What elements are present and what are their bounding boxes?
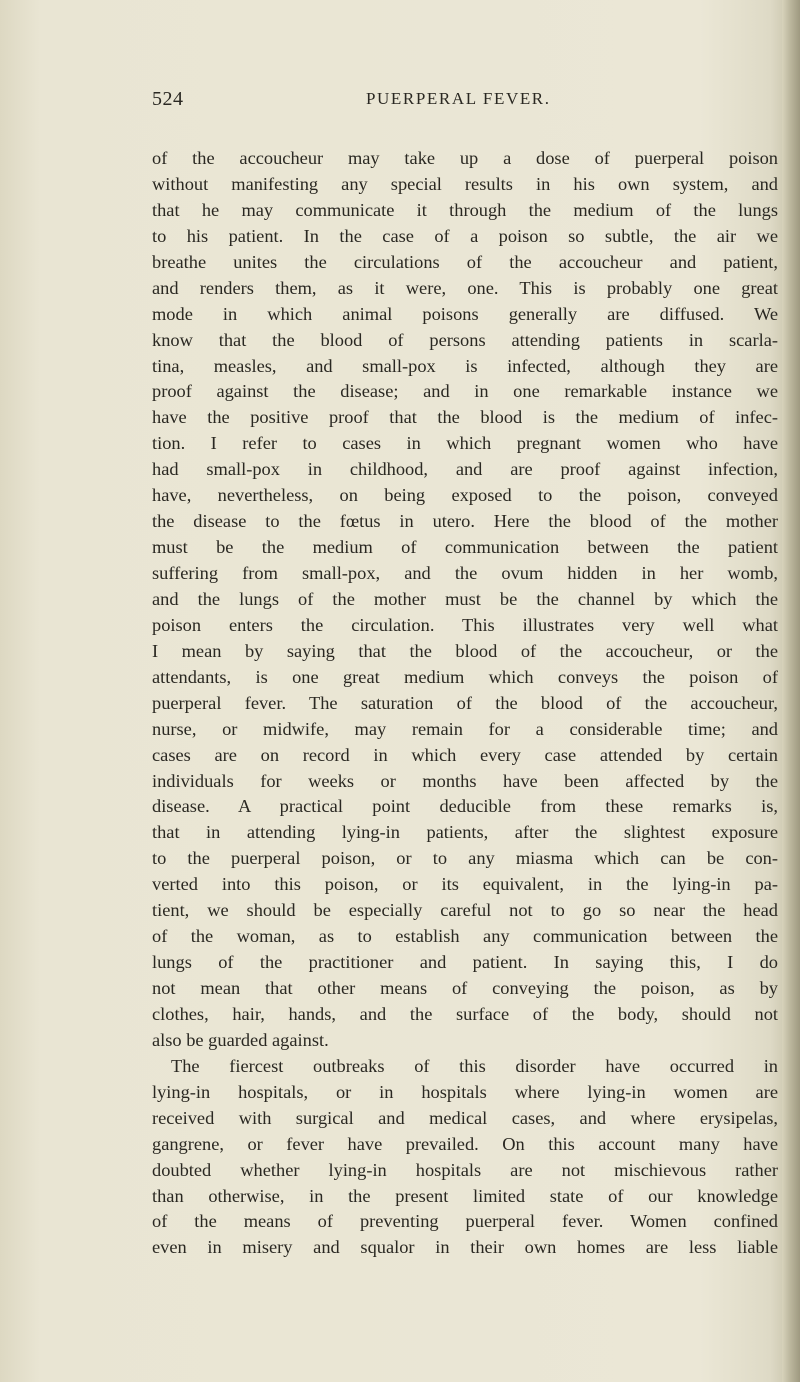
text-line: suffering from small-pox, and the ovum hidden in her womb, <box>152 563 778 583</box>
text-line: lungs of the practitioner and patient. In saying this, I do <box>152 952 778 973</box>
text-line: to the puerperal poison, or to any miasma which can be con- <box>152 848 778 869</box>
text-line: also be guarded against. <box>152 1029 329 1050</box>
text-line: and the lungs of the mother must be the channel by which the <box>152 588 778 609</box>
text-line: The fiercest outbreaks of this disorder have occurred in <box>171 1055 778 1076</box>
text-line: without manifesting any special results in his own system, and <box>152 173 778 194</box>
text-line: to his patient. In the case of a poison so subtle, the air we <box>152 225 778 246</box>
text-line: tient, we should be especially careful not to go so near the head <box>152 900 778 921</box>
text-line: poison enters the circulation. This illustrates very well what <box>152 614 778 635</box>
text-line: that in attending lying-in patients, after the slightest exposure <box>152 822 778 843</box>
text-line: breathe unites the circulations of the accoucheur and patient, <box>152 251 778 272</box>
text-line: and renders them, as it were, one. This is probably one great <box>152 277 778 298</box>
text-line: had small-pox in childhood, and are proof against infection, <box>152 459 778 480</box>
text-line: than otherwise, in the present limited state of our knowledge <box>152 1185 778 1206</box>
text-line: clothes, hair, hands, and the surface of the body, should not <box>152 1003 778 1024</box>
text-line: I mean by saying that the blood of the accoucheur, or the <box>152 640 778 661</box>
text-line: must be the medium of communication between the patient <box>152 537 778 558</box>
text-line: tina, measles, and small-pox is infected, although they are <box>152 355 778 376</box>
text-line: doubted whether lying-in hospitals are not mischievous rather <box>152 1159 778 1180</box>
text-line: not mean that other means of conveying the poison, as by <box>152 978 778 998</box>
text-line: have the positive proof that the blood is the medium of infec- <box>152 407 778 428</box>
text-line: proof against the disease; and in one remarkable instance we <box>152 381 778 402</box>
text-line: individuals for weeks or months have been affected by the <box>152 770 778 791</box>
page-spine-edge <box>782 0 800 1382</box>
text-line: puerperal fever. The saturation of the blood of the accoucheur, <box>152 692 778 713</box>
text-line: even in misery and squalor in their own homes are less liable <box>152 1237 778 1258</box>
text-line: the disease to the fœtus in utero. Here the blood of the mother <box>152 511 778 532</box>
text-line: gangrene, or fever have prevailed. On this account many have <box>152 1133 778 1154</box>
text-line: nurse, or midwife, may remain for a considerable time; and <box>152 718 778 739</box>
text-line: tion. I refer to cases in which pregnant women who have <box>152 433 778 454</box>
text-line: cases are on record in which every case attended by certain <box>152 744 778 765</box>
body-text <box>152 146 778 1261</box>
running-head: PUERPERAL FEVER. <box>366 89 551 108</box>
text-line: received with surgical and medical cases, and where erysipelas, <box>152 1107 778 1128</box>
text-line: attendants, is one great medium which conveys the poison of <box>152 666 778 687</box>
text-line: have, nevertheless, on being exposed to the poison, conveyed <box>152 485 778 506</box>
page-number: 524 <box>152 88 184 110</box>
text-line: lying-in hospitals, or in hospitals where lying-in women are <box>152 1081 778 1102</box>
text-line: of the woman, as to establish any communication between the <box>152 926 778 947</box>
text-line: of the accoucheur may take up a dose of puerperal poison <box>152 148 778 168</box>
page-header <box>152 88 778 118</box>
text-line: know that the blood of persons attending patients in scarla- <box>152 329 778 350</box>
text-line: of the means of preventing puerperal fever. Women confined <box>152 1211 778 1232</box>
text-line: disease. A practical point deducible from these remarks is, <box>152 796 778 817</box>
text-line: verted into this poison, or its equivalent, in the lying-in pa- <box>152 874 778 895</box>
text-line: that he may communicate it through the medium of the lungs <box>152 199 778 220</box>
text-line: mode in which animal poisons generally are diffused. We <box>152 303 778 324</box>
